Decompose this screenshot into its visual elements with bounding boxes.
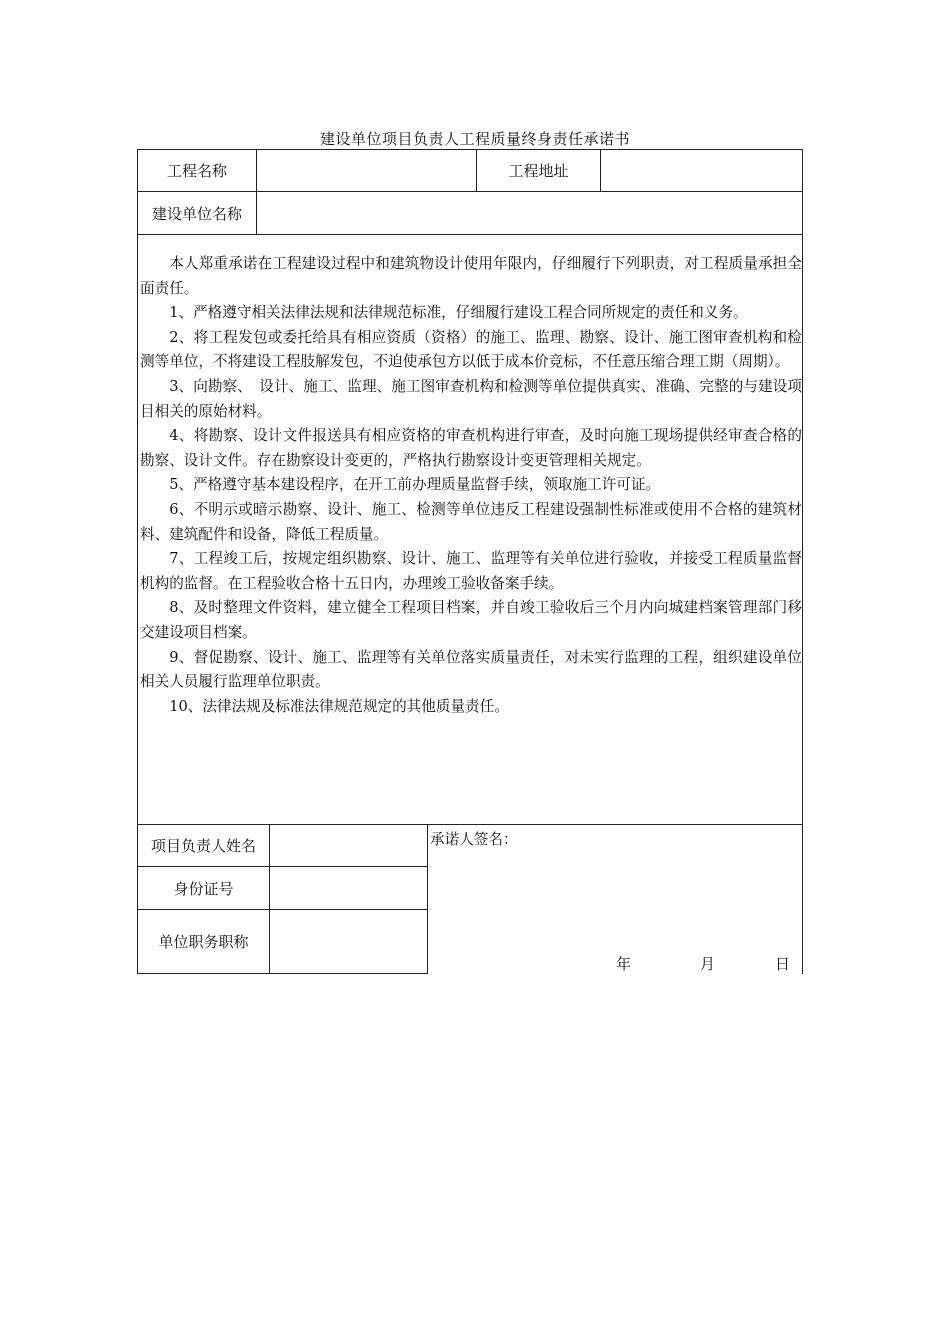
project-address-field[interactable] [601,150,802,191]
id-number-field[interactable] [270,867,427,909]
company-name-label: 建设单位名称 [151,204,242,223]
commitment-item: 9、督促勘察、设计、施工、监理等有关单位落实质量责任，对未实行监理的工程，组织建设单位相关人员履行监理单位职责。 [140,648,802,691]
company-name-field[interactable] [257,192,802,234]
person-name-field[interactable] [270,825,427,866]
project-name-label: 工程名称 [166,162,227,180]
commitment-item: 10、法律法规及标准法律规范规定的其他质量责任。 [169,697,509,715]
commitment-item: 1、严格遵守相关法律法规和法律规范标准，仔细履行建设工程合同所规定的责任和义务。 [169,304,748,322]
commitment-item: 2、将工程发包或委托给具有相应资质（资格）的施工、监理、勘察、设计、施工图审查机构和检测等单位，不将建设工程肢解发包，不迫使承包方以低于成本价竞标，不任意压缩合理工期（周期）。 [140,328,802,371]
project-name-field[interactable] [257,150,476,191]
project-address-label: 工程地址 [508,162,569,180]
date-year-label: 年 [616,955,632,973]
date-month-label: 月 [700,955,716,973]
commitment-text [140,252,802,719]
date-day-label: 日 [775,955,791,973]
commitment-item: 8、及时整理文件资料，建立健全工程项目档案，并自竣工验收后三个月内向城建档案管理部门移交建设项目档案。 [140,599,802,641]
signature-top-border [428,824,803,825]
commitment-intro: 本人郑重承诺在工程建设过程中和建筑物设计使用年限内，仔细履行下列职责，对工程质量承担全面责任。 [140,255,802,297]
person-name-label: 项目负责人姓名 [150,837,256,855]
commitment-item: 5、严格遵守基本建设程序，在开工前办理质量监督手续，领取施工许可证。 [169,476,661,494]
commitment-item: 3、向勘察、 设计、施工、监理、施工图审查机构和检测等单位提供真实、准确、完整的与建设项目相关的原始材料。 [140,377,802,420]
signer-signature-label: 承诺人签名： [430,831,518,848]
position-label: 单位职务职称 [158,933,249,951]
signature-right-border [802,824,803,974]
commitment-item: 6、不明示或暗示勘察、设计、施工、检测等单位违反工程建设强制性标准或使用不合格的建筑材料、建筑配件和设备，降低工程质量。 [140,500,802,543]
commitment-item: 7、工程竣工后，按规定组织勘察、设计、施工、监理等有关单位进行验收，并接受工程质量监督机构的监督。在工程验收合格十五日内，办理竣工验收备案手续。 [140,550,802,592]
commitment-item: 4、将勘察、设计文件报送具有相应资格的审查机构进行审查，及时向施工现场提供经审查合格的勘察、设计文件。存在勘察设计变更的，严格执行勘察设计变更管理相关规定。 [140,427,802,469]
id-number-label: 身份证号 [173,879,234,898]
position-field[interactable] [270,910,427,973]
page-title: 建设单位项目负责人工程质量终身责任承诺书 [319,130,630,148]
